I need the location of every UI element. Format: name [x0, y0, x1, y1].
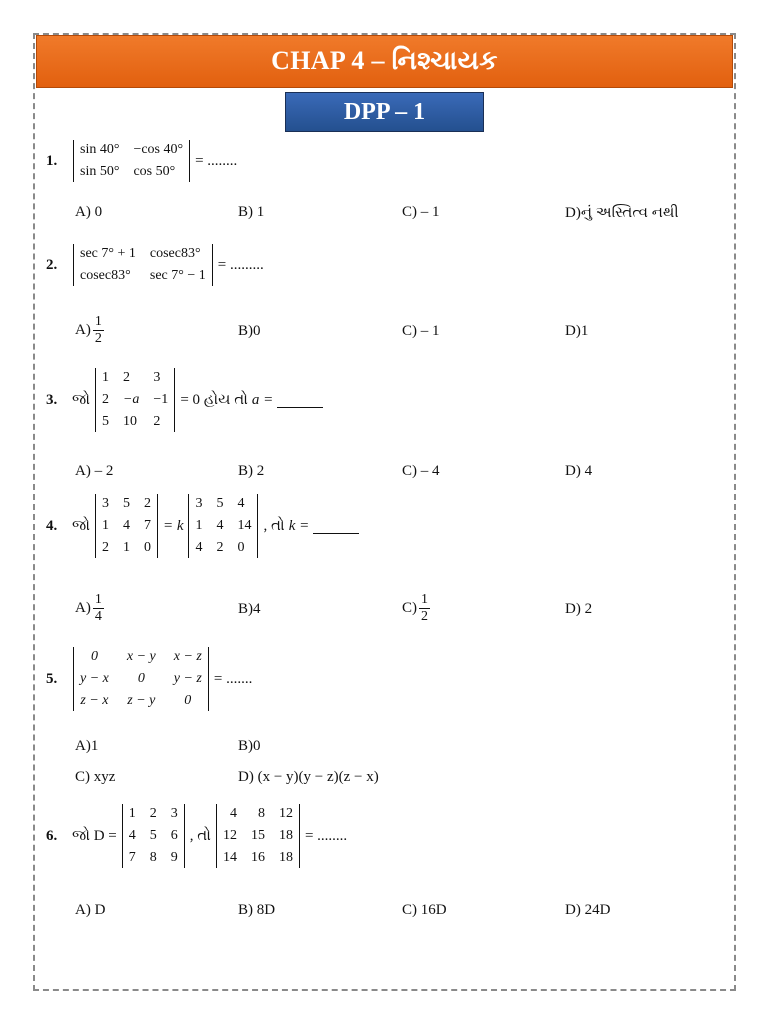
options-row-5b: [75, 769, 715, 795]
determinant: [73, 244, 213, 286]
det-cell: 7: [128, 850, 136, 865]
det-cell: 4: [237, 496, 245, 511]
dpp-title-box: [285, 92, 484, 132]
det-cell: 14: [222, 850, 237, 865]
fraction-numerator: 1: [94, 592, 102, 607]
option-c[interactable]: C) – 1: [402, 204, 440, 220]
question-tail: , તો: [263, 518, 285, 534]
answer-blank: [277, 393, 323, 408]
det-cell: 2: [143, 496, 151, 511]
det-cell: 4: [122, 518, 130, 533]
question-number: 5.: [46, 670, 58, 687]
options-row-2: [75, 314, 715, 354]
det-cell: z − x: [80, 693, 109, 708]
option-a[interactable]: A) D: [75, 902, 106, 918]
option-b[interactable]: B)4: [238, 601, 261, 617]
fraction-numerator: 1: [421, 592, 428, 607]
det-cell: 4: [195, 540, 203, 555]
determinant: [73, 647, 209, 711]
option-d[interactable]: D) (x − y)(y − z)(z − x): [238, 769, 379, 785]
options-row-1: [75, 204, 715, 230]
fraction-denominator: 2: [94, 331, 102, 346]
option-a[interactable]: [75, 592, 104, 625]
question-tail: = 0 હોય તો: [180, 392, 248, 408]
option-prefix: C): [402, 600, 417, 616]
determinant-right: [188, 494, 258, 558]
option-b[interactable]: B)0: [238, 323, 261, 339]
fraction: [93, 314, 104, 347]
det-cell: cosec83°: [80, 268, 131, 283]
det-cell: 12: [222, 828, 237, 843]
det-cell: 5: [122, 496, 130, 511]
det-cell: 1: [128, 806, 136, 821]
options-row-6: [75, 902, 715, 928]
det-cell: 8: [257, 806, 265, 821]
det-cell: 1: [122, 540, 130, 555]
option-b[interactable]: B) 8D: [238, 902, 276, 918]
option-prefix: A): [75, 322, 91, 338]
det-cell: 6: [170, 828, 178, 843]
option-c[interactable]: C) 16D: [402, 902, 447, 918]
det-cell: 8: [149, 850, 157, 865]
question-tail: = ........: [195, 152, 238, 169]
determinant: [95, 368, 175, 432]
det-cell: 2: [101, 392, 109, 407]
fraction-numerator: 1: [94, 314, 102, 329]
det-cell: 3: [195, 496, 203, 511]
question-lead: જો: [72, 392, 90, 408]
det-cell: cos 50°: [133, 164, 176, 179]
question-1: [46, 140, 239, 182]
question-tail: = .........: [217, 256, 264, 273]
determinant-right: [216, 804, 300, 868]
option-d[interactable]: D) 4: [565, 463, 593, 479]
det-cell: 12: [278, 806, 293, 821]
option-d[interactable]: D) 2: [565, 601, 593, 617]
det-cell: sin 50°: [80, 164, 120, 179]
det-cell: 14: [237, 518, 252, 533]
question-variable: k =: [288, 517, 310, 534]
det-cell: 18: [278, 850, 293, 865]
det-cell: y − z: [173, 671, 202, 686]
det-cell: 1: [195, 518, 203, 533]
question-2: [46, 244, 266, 286]
det-cell: y − x: [80, 671, 109, 686]
option-b[interactable]: B) 2: [238, 463, 265, 479]
question-lead: જો D =: [72, 828, 117, 844]
question-tail: = .......: [213, 670, 253, 687]
fraction-denominator: 2: [421, 609, 428, 624]
question-5: [46, 647, 254, 711]
question-mid: = k: [162, 517, 184, 534]
determinant: [73, 140, 190, 182]
det-cell: 2: [122, 370, 130, 385]
option-prefix: A): [75, 600, 91, 616]
det-cell: 5: [149, 828, 157, 843]
det-cell: −a: [122, 392, 140, 407]
option-a[interactable]: A)1: [75, 738, 99, 754]
det-cell: 0: [237, 540, 245, 555]
option-d[interactable]: D) 24D: [565, 902, 611, 918]
det-cell: sec 7° − 1: [149, 268, 206, 283]
question-lead: જો: [72, 518, 90, 534]
det-cell: 10: [122, 414, 137, 429]
determinant-left: [122, 804, 185, 868]
question-number: 2.: [46, 256, 58, 273]
det-cell: −cos 40°: [133, 142, 184, 157]
det-cell: 0: [143, 540, 151, 555]
question-number: 1.: [46, 152, 58, 169]
option-c[interactable]: C) xyz: [75, 769, 116, 785]
det-cell: 2: [149, 806, 157, 821]
question-tail: = ........: [304, 827, 348, 844]
question-3: [46, 368, 323, 432]
option-a[interactable]: [75, 314, 104, 347]
det-cell: 0: [90, 649, 98, 664]
det-cell: 7: [143, 518, 151, 533]
fraction-denominator: 4: [94, 609, 102, 624]
question-number: 3.: [46, 391, 58, 408]
det-cell: −1: [153, 392, 169, 407]
option-d[interactable]: D)1: [565, 323, 589, 339]
det-cell: x − z: [173, 649, 202, 664]
det-cell: 3: [101, 496, 109, 511]
det-cell: 0: [184, 693, 192, 708]
det-cell: 3: [153, 370, 161, 385]
dpp-title: DPP – 1: [343, 98, 426, 125]
det-cell: 1: [101, 518, 109, 533]
det-cell: sin 40°: [80, 142, 120, 157]
fraction: [93, 592, 104, 625]
option-b[interactable]: B)0: [238, 738, 261, 754]
options-row-3: [75, 463, 715, 489]
option-d[interactable]: D)નું અસ્તિત્વ નથી: [565, 205, 679, 221]
option-c[interactable]: C) – 4: [402, 463, 440, 479]
answer-blank: [313, 519, 359, 534]
fraction: [419, 592, 430, 625]
det-cell: 1: [101, 370, 109, 385]
det-cell: 18: [278, 828, 293, 843]
option-c[interactable]: [402, 592, 430, 625]
det-cell: 3: [170, 806, 178, 821]
det-cell: 4: [128, 828, 136, 843]
question-number: 6.: [46, 827, 58, 844]
chapter-title-bar: [36, 35, 733, 88]
det-cell: 0: [137, 671, 145, 686]
option-a[interactable]: A) 0: [75, 204, 103, 220]
det-cell: z − y: [127, 693, 156, 708]
question-mid: , તો: [189, 828, 211, 844]
det-cell: 16: [250, 850, 265, 865]
options-row-5a: [75, 738, 715, 764]
question-4: [46, 494, 359, 558]
chapter-title: CHAP 4 – નિશ્ચાયક: [271, 46, 498, 75]
det-cell: 9: [170, 850, 178, 865]
det-cell: 15: [250, 828, 265, 843]
det-cell: 5: [101, 414, 109, 429]
det-cell: 2: [101, 540, 109, 555]
question-variable: a =: [251, 391, 274, 408]
option-c[interactable]: C) – 1: [402, 323, 440, 339]
determinant-left: [95, 494, 158, 558]
option-b[interactable]: B) 1: [238, 204, 265, 220]
det-cell: 2: [153, 414, 161, 429]
det-cell: cosec83°: [149, 246, 201, 261]
det-cell: 2: [216, 540, 224, 555]
option-a[interactable]: A) – 2: [75, 463, 114, 479]
det-cell: 5: [216, 496, 224, 511]
det-cell: sec 7° + 1: [80, 246, 136, 261]
options-row-4: [75, 592, 715, 632]
question-6: [46, 804, 349, 868]
det-cell: 4: [216, 518, 224, 533]
det-cell: 4: [229, 806, 237, 821]
det-cell: x − y: [126, 649, 156, 664]
question-number: 4.: [46, 517, 58, 534]
